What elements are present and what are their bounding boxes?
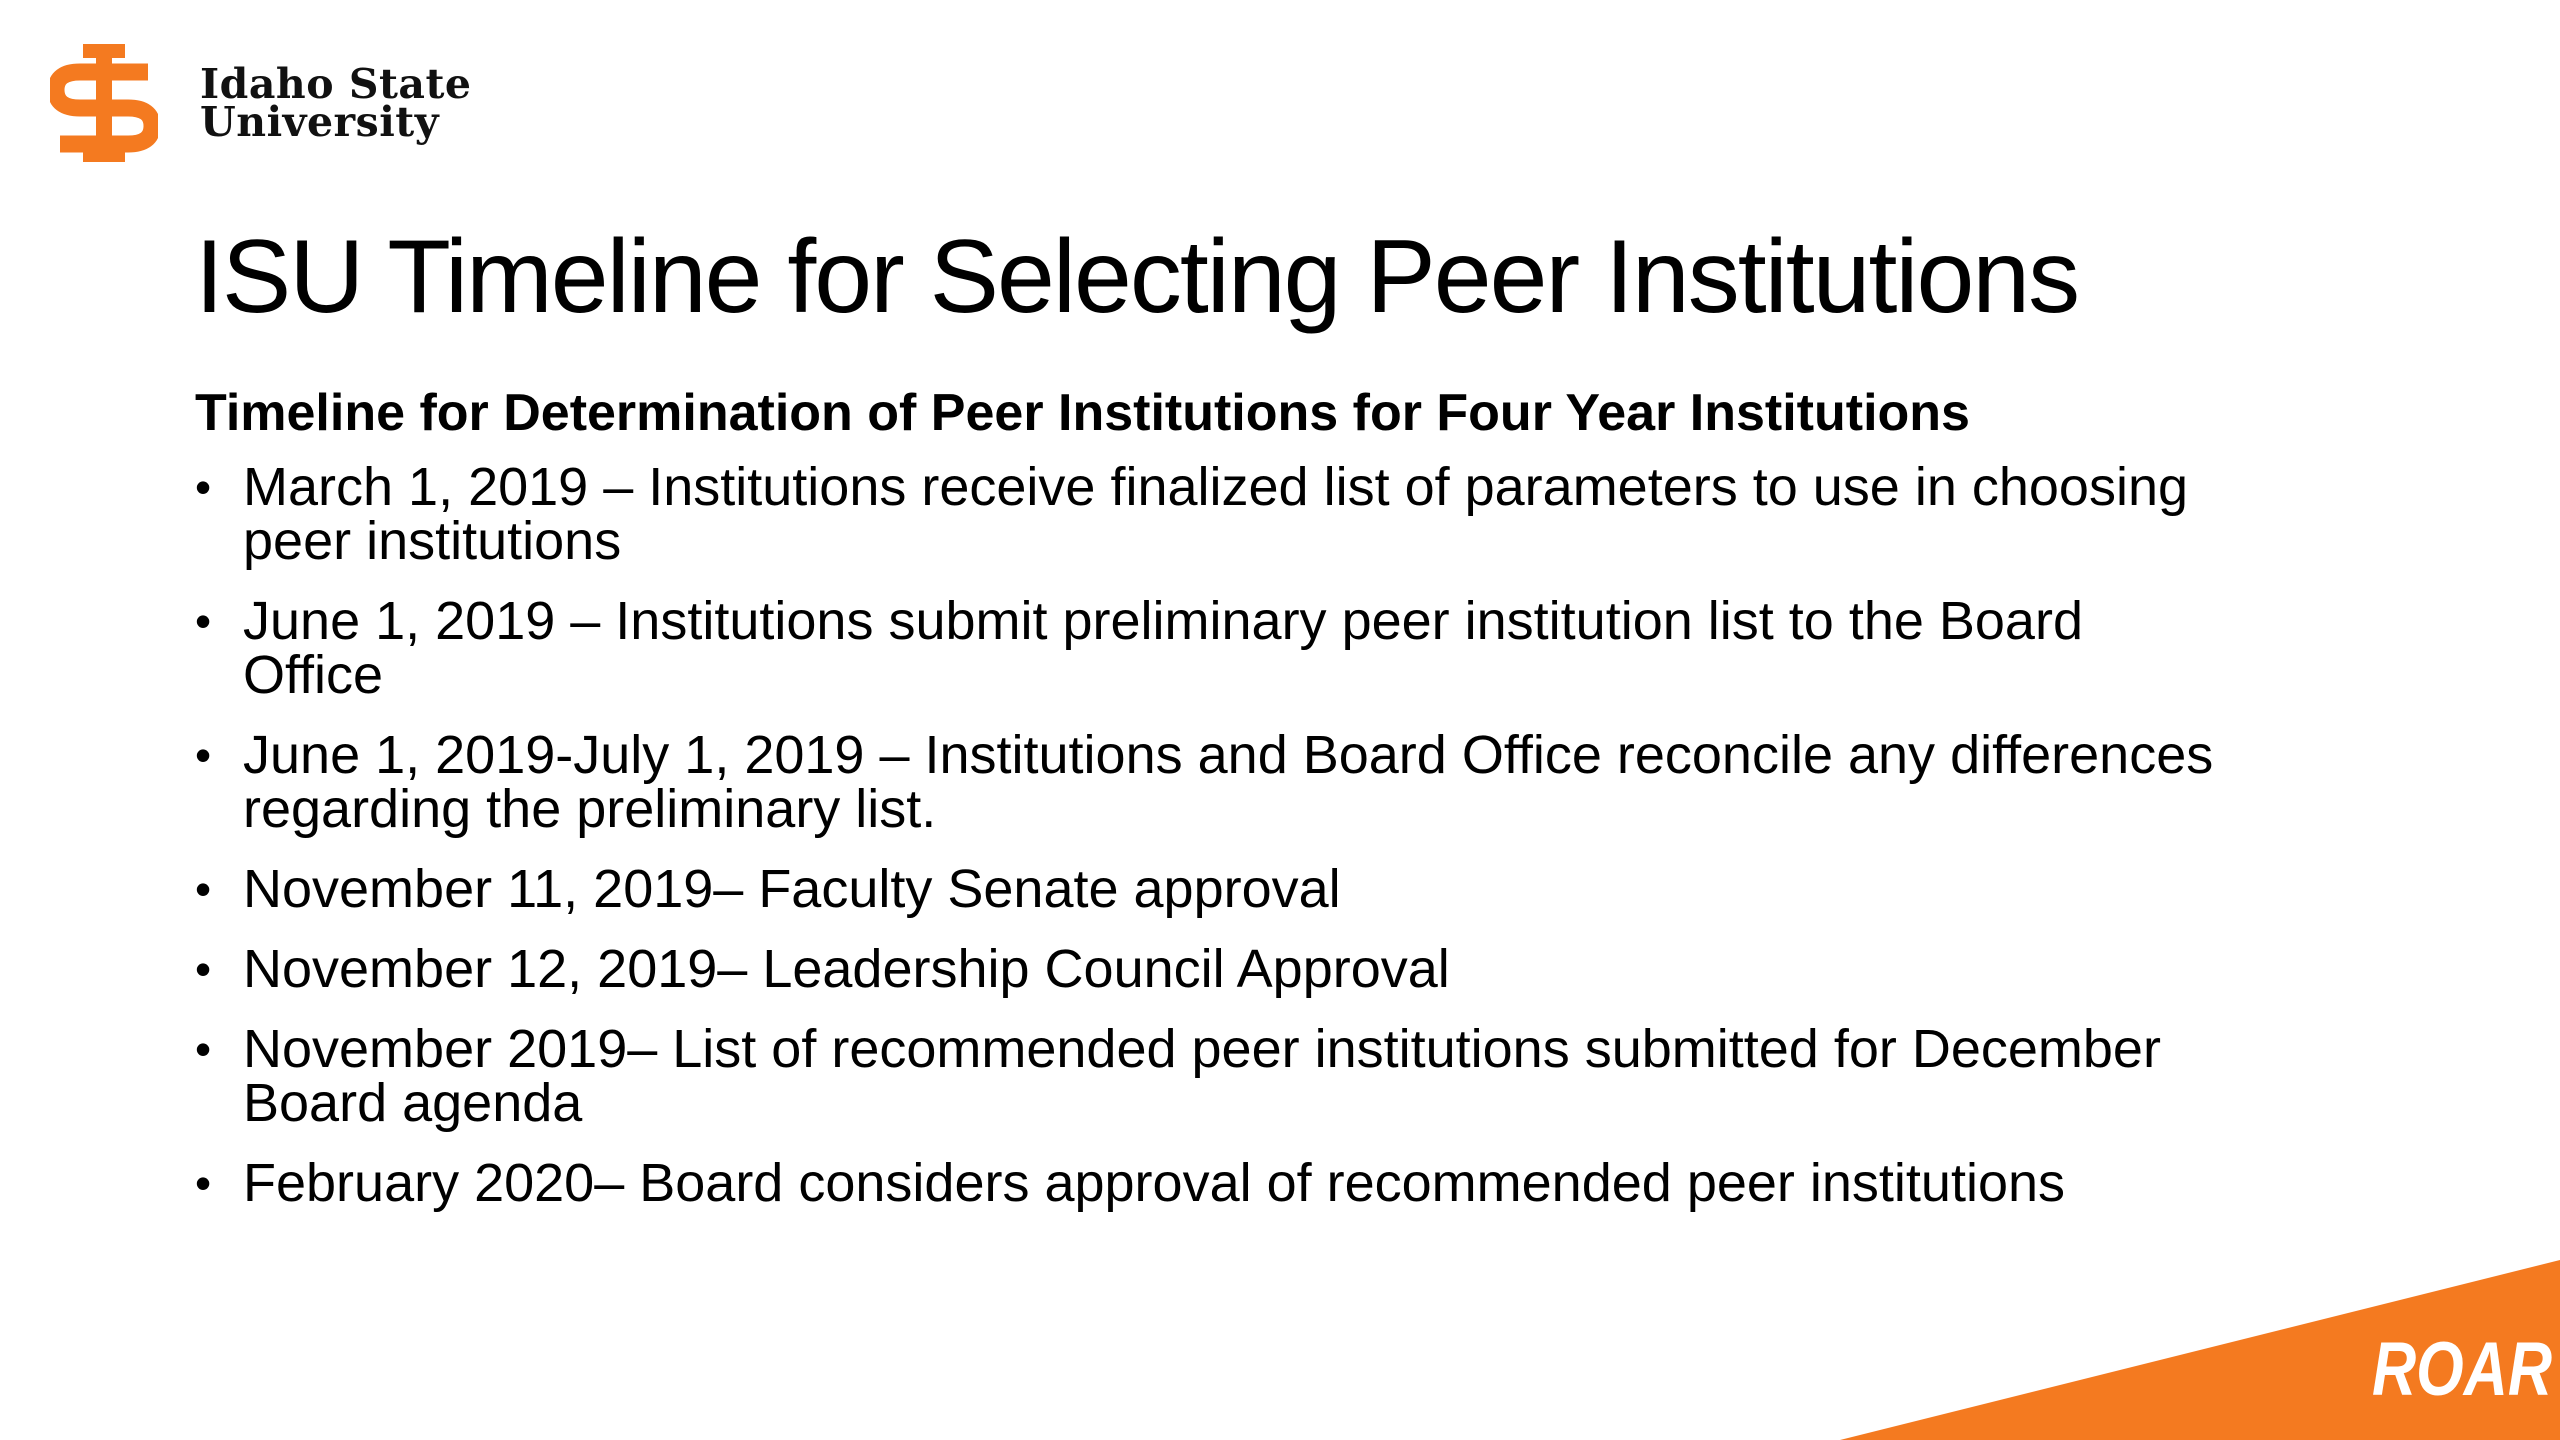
timeline-item-line1: March 1, 2019 – Institutions receive finalized list of parameters to use in choosing <box>243 457 2189 517</box>
timeline-item <box>195 939 2395 999</box>
timeline-item-line2: peer institutions <box>243 511 622 571</box>
timeline-item-line1: June 1, 2019-July 1, 2019 – Institutions and Board Office reconcile any differences <box>243 725 2214 785</box>
timeline-item <box>195 591 2395 705</box>
logo-text-line1: Idaho State <box>200 60 472 108</box>
logo-text-line2: University <box>200 98 440 146</box>
logo-text <box>200 60 472 146</box>
timeline-item <box>195 457 2395 571</box>
timeline-item-line1: November 12, 2019– Leadership Council Approval <box>243 939 1450 999</box>
bullet: • <box>195 461 212 513</box>
roar-banner <box>1840 1260 2560 1440</box>
bullet: • <box>195 729 212 781</box>
timeline-item <box>195 859 2395 919</box>
timeline-item-line1: June 1, 2019 – Institutions submit preliminary peer institution list to the Board <box>243 591 2083 651</box>
timeline-item <box>195 1153 2395 1213</box>
isu-logo-mark-icon <box>50 44 158 162</box>
slide-subtitle: Timeline for Determination of Peer Institutions for Four Year Institutions <box>195 384 1970 442</box>
timeline-item-line2: Board agenda <box>243 1073 583 1133</box>
timeline-item-line2: Office <box>243 645 384 705</box>
slide-title: ISU Timeline for Selecting Peer Institutions <box>195 219 2079 335</box>
timeline-item <box>195 1019 2395 1133</box>
timeline-item-line2: regarding the preliminary list. <box>243 779 937 839</box>
isu-logo <box>50 44 471 162</box>
timeline-item-line1: November 2019– List of recommended peer institutions submitted for December <box>243 1019 2161 1079</box>
roar-text: ROAR <box>2372 1327 2553 1412</box>
timeline-item-line1: February 2020– Board considers approval of recommended peer institutions <box>243 1153 2066 1213</box>
bullet: • <box>195 1157 212 1209</box>
timeline-list <box>195 457 2395 1236</box>
bullet: • <box>195 595 212 647</box>
bullet: • <box>195 1023 212 1075</box>
bullet: • <box>195 863 212 915</box>
timeline-item-line1: November 11, 2019– Faculty Senate approval <box>243 859 1341 919</box>
bullet: • <box>195 943 212 995</box>
timeline-item <box>195 725 2395 839</box>
